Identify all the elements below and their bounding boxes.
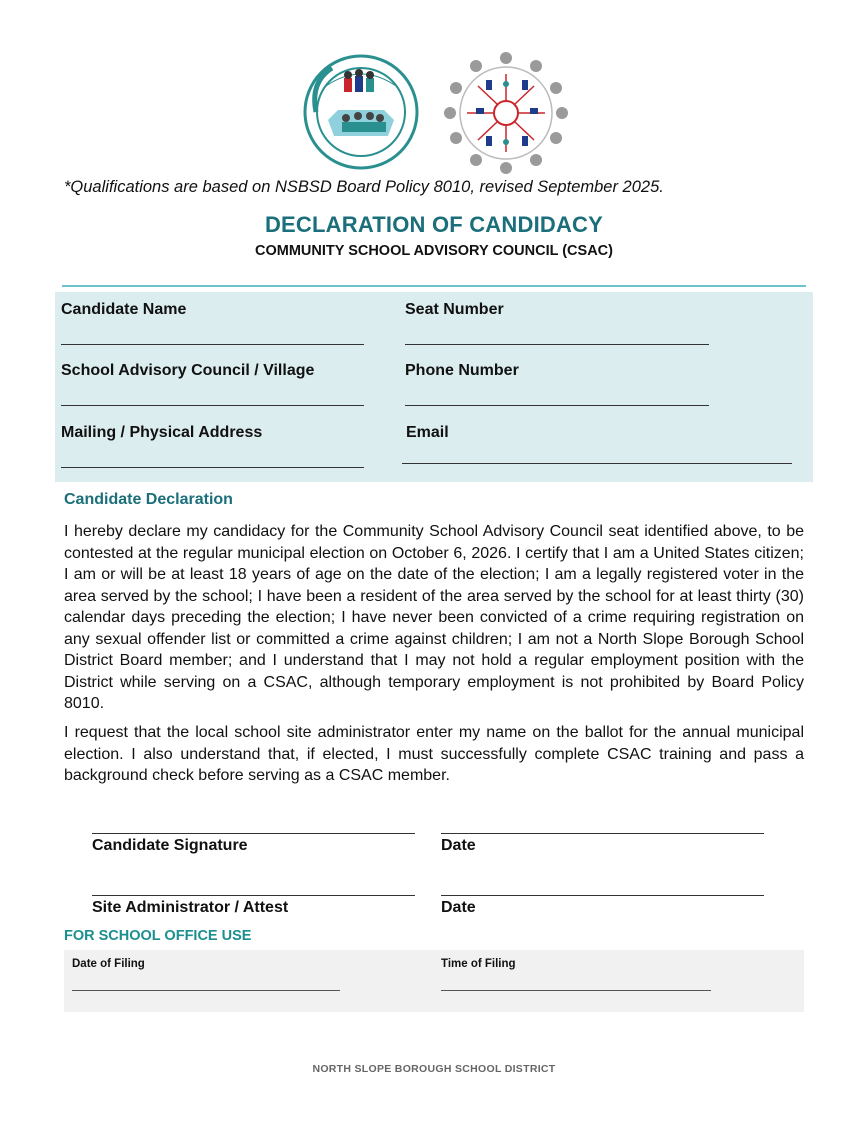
phone-number-field[interactable]	[405, 405, 709, 406]
office-use-heading: FOR SCHOOL OFFICE USE	[64, 928, 252, 944]
declaration-heading: Candidate Declaration	[64, 491, 233, 508]
candidate-name-field[interactable]	[61, 344, 364, 345]
site-admin-signature-line[interactable]	[92, 895, 415, 896]
time-of-filing-label: Time of Filing	[441, 958, 516, 970]
district-seal-logo	[298, 52, 424, 172]
cultural-emblem-logo	[442, 50, 570, 176]
date-of-filing-label: Date of Filing	[72, 958, 145, 970]
phone-number-label: Phone Number	[405, 362, 519, 379]
site-admin-label: Site Administrator / Attest	[92, 899, 289, 916]
email-label: Email	[406, 424, 449, 441]
declaration-paragraph-2: I request that the local school site administrator enter my name on the ballot for the annual municipal election. I also understand that, if elected, I must successfully complete CSAC training and pass a background check before serving as a CSAC member.	[64, 724, 804, 784]
declaration-paragraph-1: I hereby declare my candidacy for the Community School Advisory Council seat identified above, to be contested at the regular municipal election on October 6, 2026. I certify that I am a United States citizen; I am or will be at least 18 years of age on the date of the election; I am a legally registered voter in the area served by the school; I have been a resident of the area served by the school for at least thirty (30) calendar days preceding the election; I have never been convicted of a crime requiring registration on any sexual offender list or committed a crime against children; I am not a North Slope Borough School District Board member; and I understand that I may not hold a regular employment position with the District while serving on a CSAC, although temporary employment is not prohibited by Board Policy 8010.	[64, 523, 804, 712]
candidate-signature-line[interactable]	[92, 833, 415, 834]
page-title: DECLARATION OF CANDIDACY	[264, 212, 604, 237]
council-village-label: School Advisory Council / Village	[61, 362, 315, 379]
seat-number-label: Seat Number	[405, 301, 504, 318]
candidate-name-label: Candidate Name	[61, 301, 187, 318]
site-admin-date-line[interactable]	[441, 895, 764, 896]
seat-number-field[interactable]	[405, 344, 709, 345]
header-divider	[62, 285, 806, 287]
candidate-signature-label: Candidate Signature	[92, 837, 248, 854]
council-village-field[interactable]	[61, 405, 364, 406]
date-of-filing-field[interactable]	[72, 990, 340, 991]
candidate-date-label: Date	[441, 837, 476, 854]
office-use-panel	[64, 950, 804, 1012]
site-admin-date-label: Date	[441, 899, 476, 916]
page-subtitle: COMMUNITY SCHOOL ADVISORY COUNCIL (CSAC)	[255, 243, 613, 259]
qualification-note: *Qualifications are based on NSBSD Board Policy 8010, revised September 2025.	[64, 178, 664, 196]
address-field[interactable]	[61, 467, 364, 468]
email-field[interactable]	[402, 463, 792, 464]
footer-district-name: NORTH SLOPE BOROUGH SCHOOL DISTRICT	[312, 1063, 556, 1075]
time-of-filing-field[interactable]	[441, 990, 711, 991]
address-label: Mailing / Physical Address	[61, 424, 263, 441]
candidate-info-panel	[55, 292, 813, 482]
candidate-date-line[interactable]	[441, 833, 764, 834]
